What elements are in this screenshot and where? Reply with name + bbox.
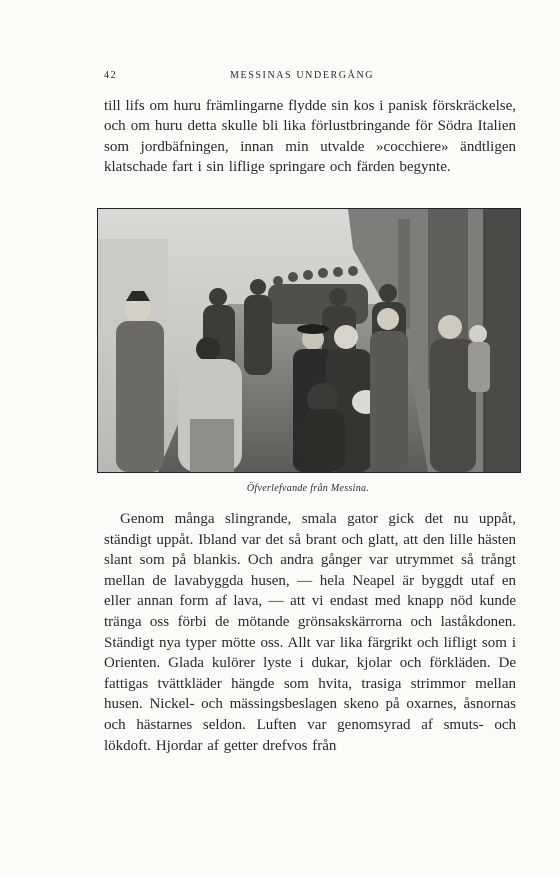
survivors-photograph (97, 208, 521, 473)
page-number: 42 (104, 70, 118, 81)
paragraph-top: till lifs om huru främlingarne flydde sin kos i panisk förskräckelse, och om huru detta skulle bli lika förlustbringande för Södra Italien som jordbäfningen, innan min utvalde »cocchiere» ändtligen klatschade fart i sin liflige springare och färden begynte. (104, 98, 516, 176)
running-title: MESSINAS UNDERGÅNG (230, 70, 375, 81)
page-header (104, 70, 516, 86)
paragraph-bottom: Genom många slingrande, smala gator gick det nu uppåt, ständigt uppåt. Ibland var det så brant och glatt, att den lille hästen slant som på blankis. Och andra gånger var utrymmet så trångt mellan de lavabyggda husen, — hela Neapel är byggdt utaf en eller annan form af lava, — att vi endast med knapp nöd kunde tränga oss förbi de mötande grönsakskärrorna och laståkdonen. Ständigt nya typer mötte oss. Allt var lika färgrikt och lifligt som i Orienten. Glada kulörer lyste i dukar, kjolar och förkläden. De fattigas tvättkläder hängde som hvita, trasiga strimmor mellan husen. Nickel- och mässingsbeslagen skeno på oxarnes, åsnornas och hästarnes seldon. Luften var genomsyrad af smuts- och lökdoft. Hjordar af getter drefvos från (104, 511, 516, 754)
photo-caption: Öfverlefvande från Messina. (246, 483, 370, 494)
